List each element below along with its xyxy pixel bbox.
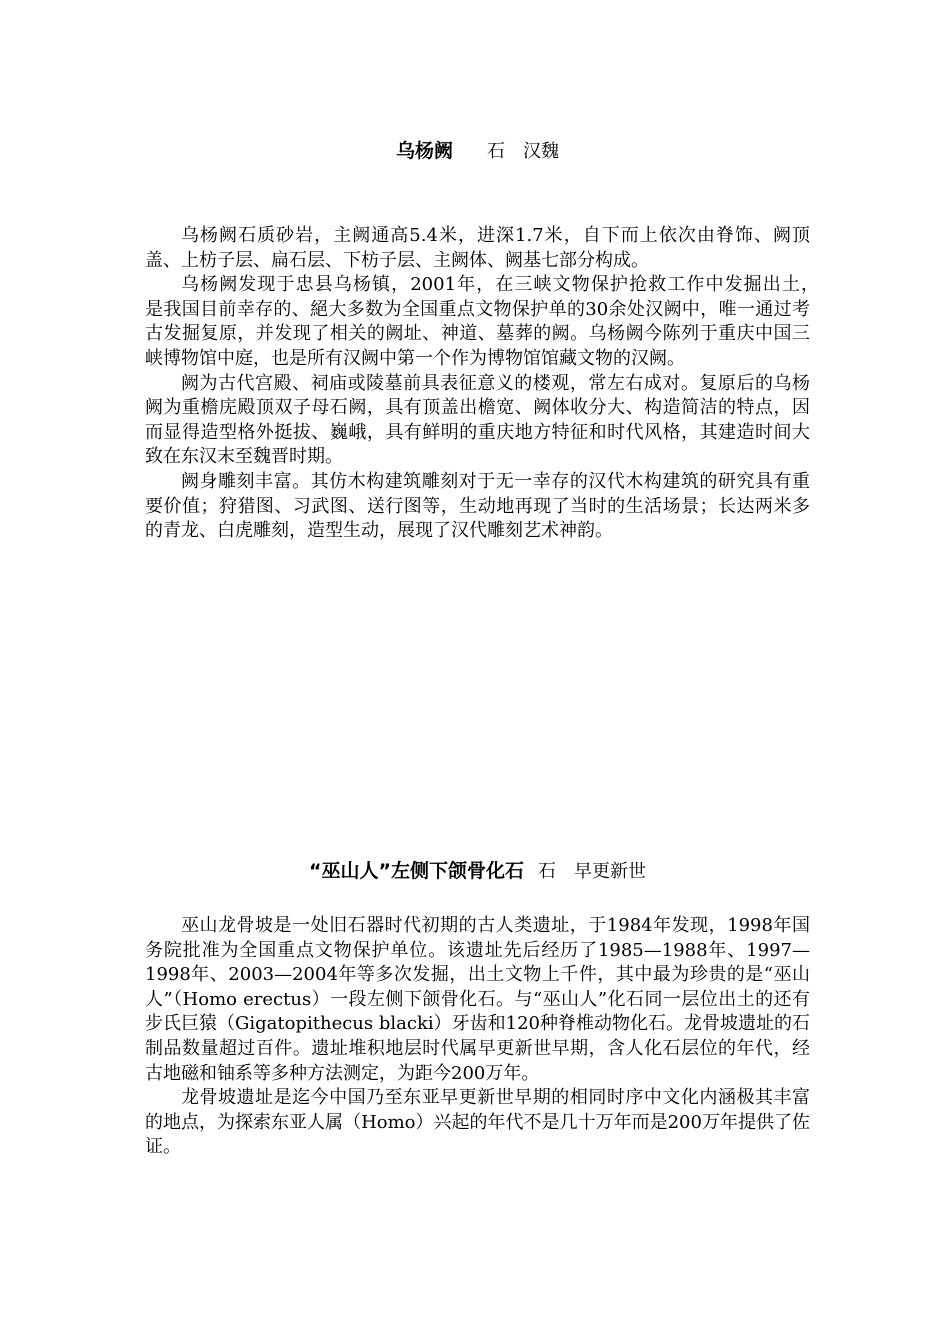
- paragraph: 乌杨阙发现于忠县乌杨镇，2001年，在三峡文物保护抢救工作中发掘出土， 是我国目前幸存的、絕大多数为全国重点文物保护单的30余处汉阙中，唯一通过考古发掘复原，并发现了相关的阙址、神道、墓葬的阙。乌杨阙今陈列于重庆中国三峡博物馆中庭，也是所有汉阙中第一个作为博物馆馆藏文物的汉阙。: [145, 274, 828, 369]
- paragraph: 巫山龙骨坡是一处旧石器时代初期的古人类遗址，于1984年发现，1998年国务院批准为全国重点文物保护单位。该遗址先后经历了1985—1988年、1997—1998年、2003—2004年等多次发掘，出土文物上千件，其中最为珍贵的是“巫山人”（Homo erectus）一段左侧下颌骨化石。与“巫山人”化石同一层位出土的还有步氏巨猿（Gigatopithecus blacki）牙齿和120种脊椎动物化石。龙骨坡遗址的石制品数量超过百件。遗址堆积地层时代属早更新世早期，含人化石层位的年代，经古地磁和铀系等多种方法测定，为距今200万年。: [145, 915, 811, 1084]
- paragraph: 阙身雕刻丰富。其仿木构建筑雕刻对于无一幸存的汉代木构建筑的研究具有重要价值；狩猎图、习武图、送行图等，生动地再现了当时的生活场景；长达两米多的青龙、白虎雕刻，造型生动，展现了汉代雕刻艺术神韵。: [145, 470, 810, 542]
- section-title: “巫山人”左侧下颌骨化石: [309, 860, 524, 882]
- section-body: [145, 914, 810, 1160]
- section-title: 乌杨阙: [395, 140, 453, 162]
- paragraph: 乌杨阙石质砂岩，主阙通高5.4米，进深1.7米，自下而上依次由脊饰、阙顶盖、上枋子层、扁石层、下枋子层、主阙体、阙基七部分构成。: [145, 225, 810, 271]
- section-heading: [145, 136, 810, 166]
- section-heading: [145, 856, 810, 886]
- section-body: [145, 224, 828, 544]
- section-material-period: 石 早更新世: [537, 861, 646, 882]
- artifact-section-wushan-man: [145, 856, 810, 1160]
- section-material-period: 石 汉魏: [487, 141, 559, 162]
- paragraph: 阙为古代宫殿、祠庙或陵墓前具表征意义的楼观，常左右成对。复原后的乌杨阙为重檐庑殿顶双子母石阙，具有顶盖出檐宽、阙体收分大、构造简洁的特点，因而显得造型格外挺拔、巍峨，具有鲜明的重庆地方特征和时代风格，其建造时间大致在东汉末至魏晋时期。: [145, 372, 810, 468]
- artifact-section-wuyang-que: [145, 136, 828, 544]
- paragraph: 龙骨坡遗址是迄今中国乃至东亚早更新世早期的相同时序中文化内涵极其丰富的地点，为探索东亚人属（Homo）兴起的年代不是几十万年而是200万年提供了佐证。: [145, 1087, 810, 1158]
